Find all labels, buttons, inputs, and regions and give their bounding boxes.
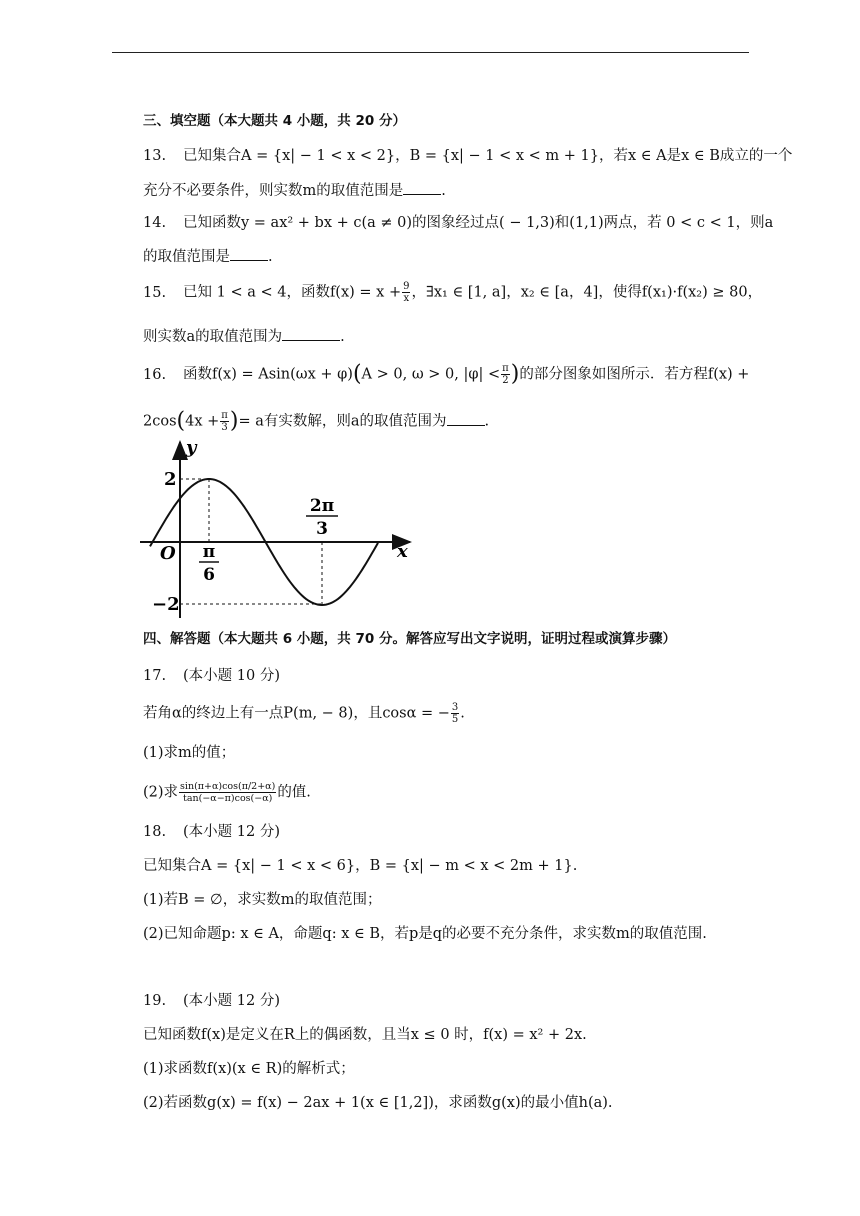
- q18-score: (本小题 12 分): [183, 824, 280, 840]
- q15-frac-den: x: [403, 293, 410, 304]
- q18-header: [143, 822, 280, 842]
- q16-arg-fraction: [220, 410, 229, 433]
- q13-text2: 充分不必要条件，则实数m的取值范围是: [143, 183, 404, 199]
- q15-number: 15.: [143, 284, 167, 301]
- q17-part2-den: tan(−α−π)cos(−α): [183, 793, 273, 804]
- section-3-title: 三、填空题（本大题共 4 小题，共 20 分）: [143, 113, 406, 129]
- q17-number: 17.: [143, 668, 167, 684]
- q17-part2-fraction: [179, 781, 276, 804]
- q16-cond-frac-den: 2: [502, 375, 509, 386]
- q16-line2: 2cos(4x + $\frac{\pi}{3}$ )= a有实数解，则a的取值范围为 .: [143, 408, 490, 434]
- x-axis-label: x: [397, 541, 408, 562]
- q17-part1: (1)求m的值；: [143, 745, 236, 761]
- q16-number: 16.: [143, 366, 167, 383]
- q16-cond-fraction: [501, 363, 510, 386]
- q13-answer-blank[interactable]: [403, 180, 441, 195]
- q13-end: .: [441, 183, 446, 199]
- q13-line1: [143, 146, 792, 166]
- max-value-label: 2: [164, 469, 177, 490]
- q15-line2: [143, 326, 345, 347]
- q18-part1: (1)若B = ∅，求实数m的取值范围；: [143, 892, 382, 908]
- q17-frac-den: 5: [451, 714, 459, 725]
- q16-condition: A > 0, ω > 0, |φ| <: [361, 366, 501, 383]
- origin-label: O: [160, 543, 176, 564]
- twopi3-numerator: 2π: [309, 496, 335, 516]
- q15-fraction: [402, 281, 410, 304]
- q16-answer-blank[interactable]: [447, 411, 485, 426]
- q16-text-post: 的部分图象如图所示．若方程f(x) +: [519, 366, 750, 383]
- twopi3-denominator: 3: [316, 519, 328, 539]
- q17-part2-post: 的值.: [277, 784, 311, 801]
- header-rule: [112, 52, 749, 53]
- q17-part2: [143, 781, 311, 804]
- q15-frac-num: 9: [403, 281, 410, 292]
- q18-part2: (2)已知命题p: x ∈ A，命题q: x ∈ B，若p是q的必要不充分条件，求实数m的取值范围.: [143, 926, 707, 942]
- q17-header: [143, 666, 280, 686]
- q13-line2: [143, 180, 446, 201]
- y-axis-label: y: [186, 437, 197, 458]
- q14-end: .: [268, 249, 273, 265]
- q19-part1: (1)求函数f(x)(x ∈ R)的解析式；: [143, 1061, 355, 1077]
- q17-stem-text: 若角α的终边上有一点P(m, − 8)，且cosα = −: [143, 705, 450, 722]
- q16-arg-frac-num: π: [221, 410, 228, 421]
- q19-header: [143, 991, 280, 1011]
- q17-stem-fraction: [451, 702, 459, 725]
- q16-text2-post: = a有实数解，则a的取值范围为: [238, 413, 447, 430]
- q17-part2-num: sin(π+α)cos(π/2+α): [180, 781, 276, 792]
- q15-text-post: ，∃x₁ ∈ [1, a]，x₂ ∈ [a，4]，使得f(x₁)·f(x₂) ≥ 80，: [411, 284, 763, 301]
- sine-graph: [138, 436, 418, 622]
- q17-stem: [143, 702, 465, 725]
- q16-arg-frac-den: 3: [221, 422, 228, 433]
- q15-end: .: [340, 329, 345, 345]
- q16-text2-pre: 2cos: [143, 413, 177, 430]
- q14-answer-blank[interactable]: [230, 246, 268, 261]
- pi6-denominator: 6: [203, 565, 215, 585]
- section-4-title: 四、解答题（本大题共 6 小题，共 70 分。解答应写出文字说明，证明过程或演算步骤）: [143, 631, 676, 647]
- q16-cond-frac-num: π: [502, 363, 509, 374]
- q14-number: 14.: [143, 215, 167, 231]
- q15-answer-blank[interactable]: [282, 326, 340, 341]
- q16-arg: 4x +: [185, 413, 220, 430]
- q18-stem: 已知集合A = {x| − 1 < x < 6}，B = {x| − m < x < 2m + 1}.: [143, 858, 578, 874]
- q18-number: 18.: [143, 824, 167, 840]
- q15-text2: 则实数a的取值范围为: [143, 329, 283, 345]
- min-value-label: −2: [152, 594, 180, 615]
- pi6-numerator: π: [202, 542, 216, 562]
- q17-score: (本小题 10 分): [183, 668, 280, 684]
- q16-end: .: [484, 413, 490, 430]
- q19-score: (本小题 12 分): [183, 993, 280, 1009]
- q17-part2-pre: (2)求: [143, 784, 179, 801]
- q17-stem-end: .: [460, 705, 465, 722]
- q15-text-pre: 已知 1 < a < 4，函数f(x) = x +: [183, 284, 402, 301]
- q19-part2: (2)若函数g(x) = f(x) − 2ax + 1(x ∈ [1,2])，求函数g(x)的最小值h(a).: [143, 1095, 613, 1111]
- q19-stem: 已知函数f(x)是定义在R上的偶函数，且当x ≤ 0 时，f(x) = x² + 2x.: [143, 1027, 587, 1043]
- q14-text1: 已知函数y = ax² + bx + c(a ≠ 0)的图象经过点( − 1,3)和(1,1)两点，若 0 < c < 1，则a: [183, 215, 774, 231]
- q14-text2: 的取值范围是: [143, 249, 230, 265]
- q17-frac-num: 3: [451, 702, 459, 713]
- q16-text-pre: 函数f(x) = Asin(ωx + φ): [183, 366, 353, 383]
- q14-line2: [143, 246, 273, 267]
- q14-line1: [143, 213, 773, 233]
- q16-line1: 16. 函数f(x) = Asin(ωx + φ)(A > 0, ω > 0, |φ| < $\frac{\pi}{2}$ )的部分图象如图所示．若方程f(x) +: [143, 361, 750, 387]
- q15-line1: [143, 281, 762, 304]
- q13-text1: 已知集合A = {x| − 1 < x < 2}，B = {x| − 1 < x < m + 1}，若x ∈ A是x ∈ B成立的一个: [183, 148, 793, 164]
- q13-number: 13.: [143, 148, 167, 164]
- q19-number: 19.: [143, 993, 167, 1009]
